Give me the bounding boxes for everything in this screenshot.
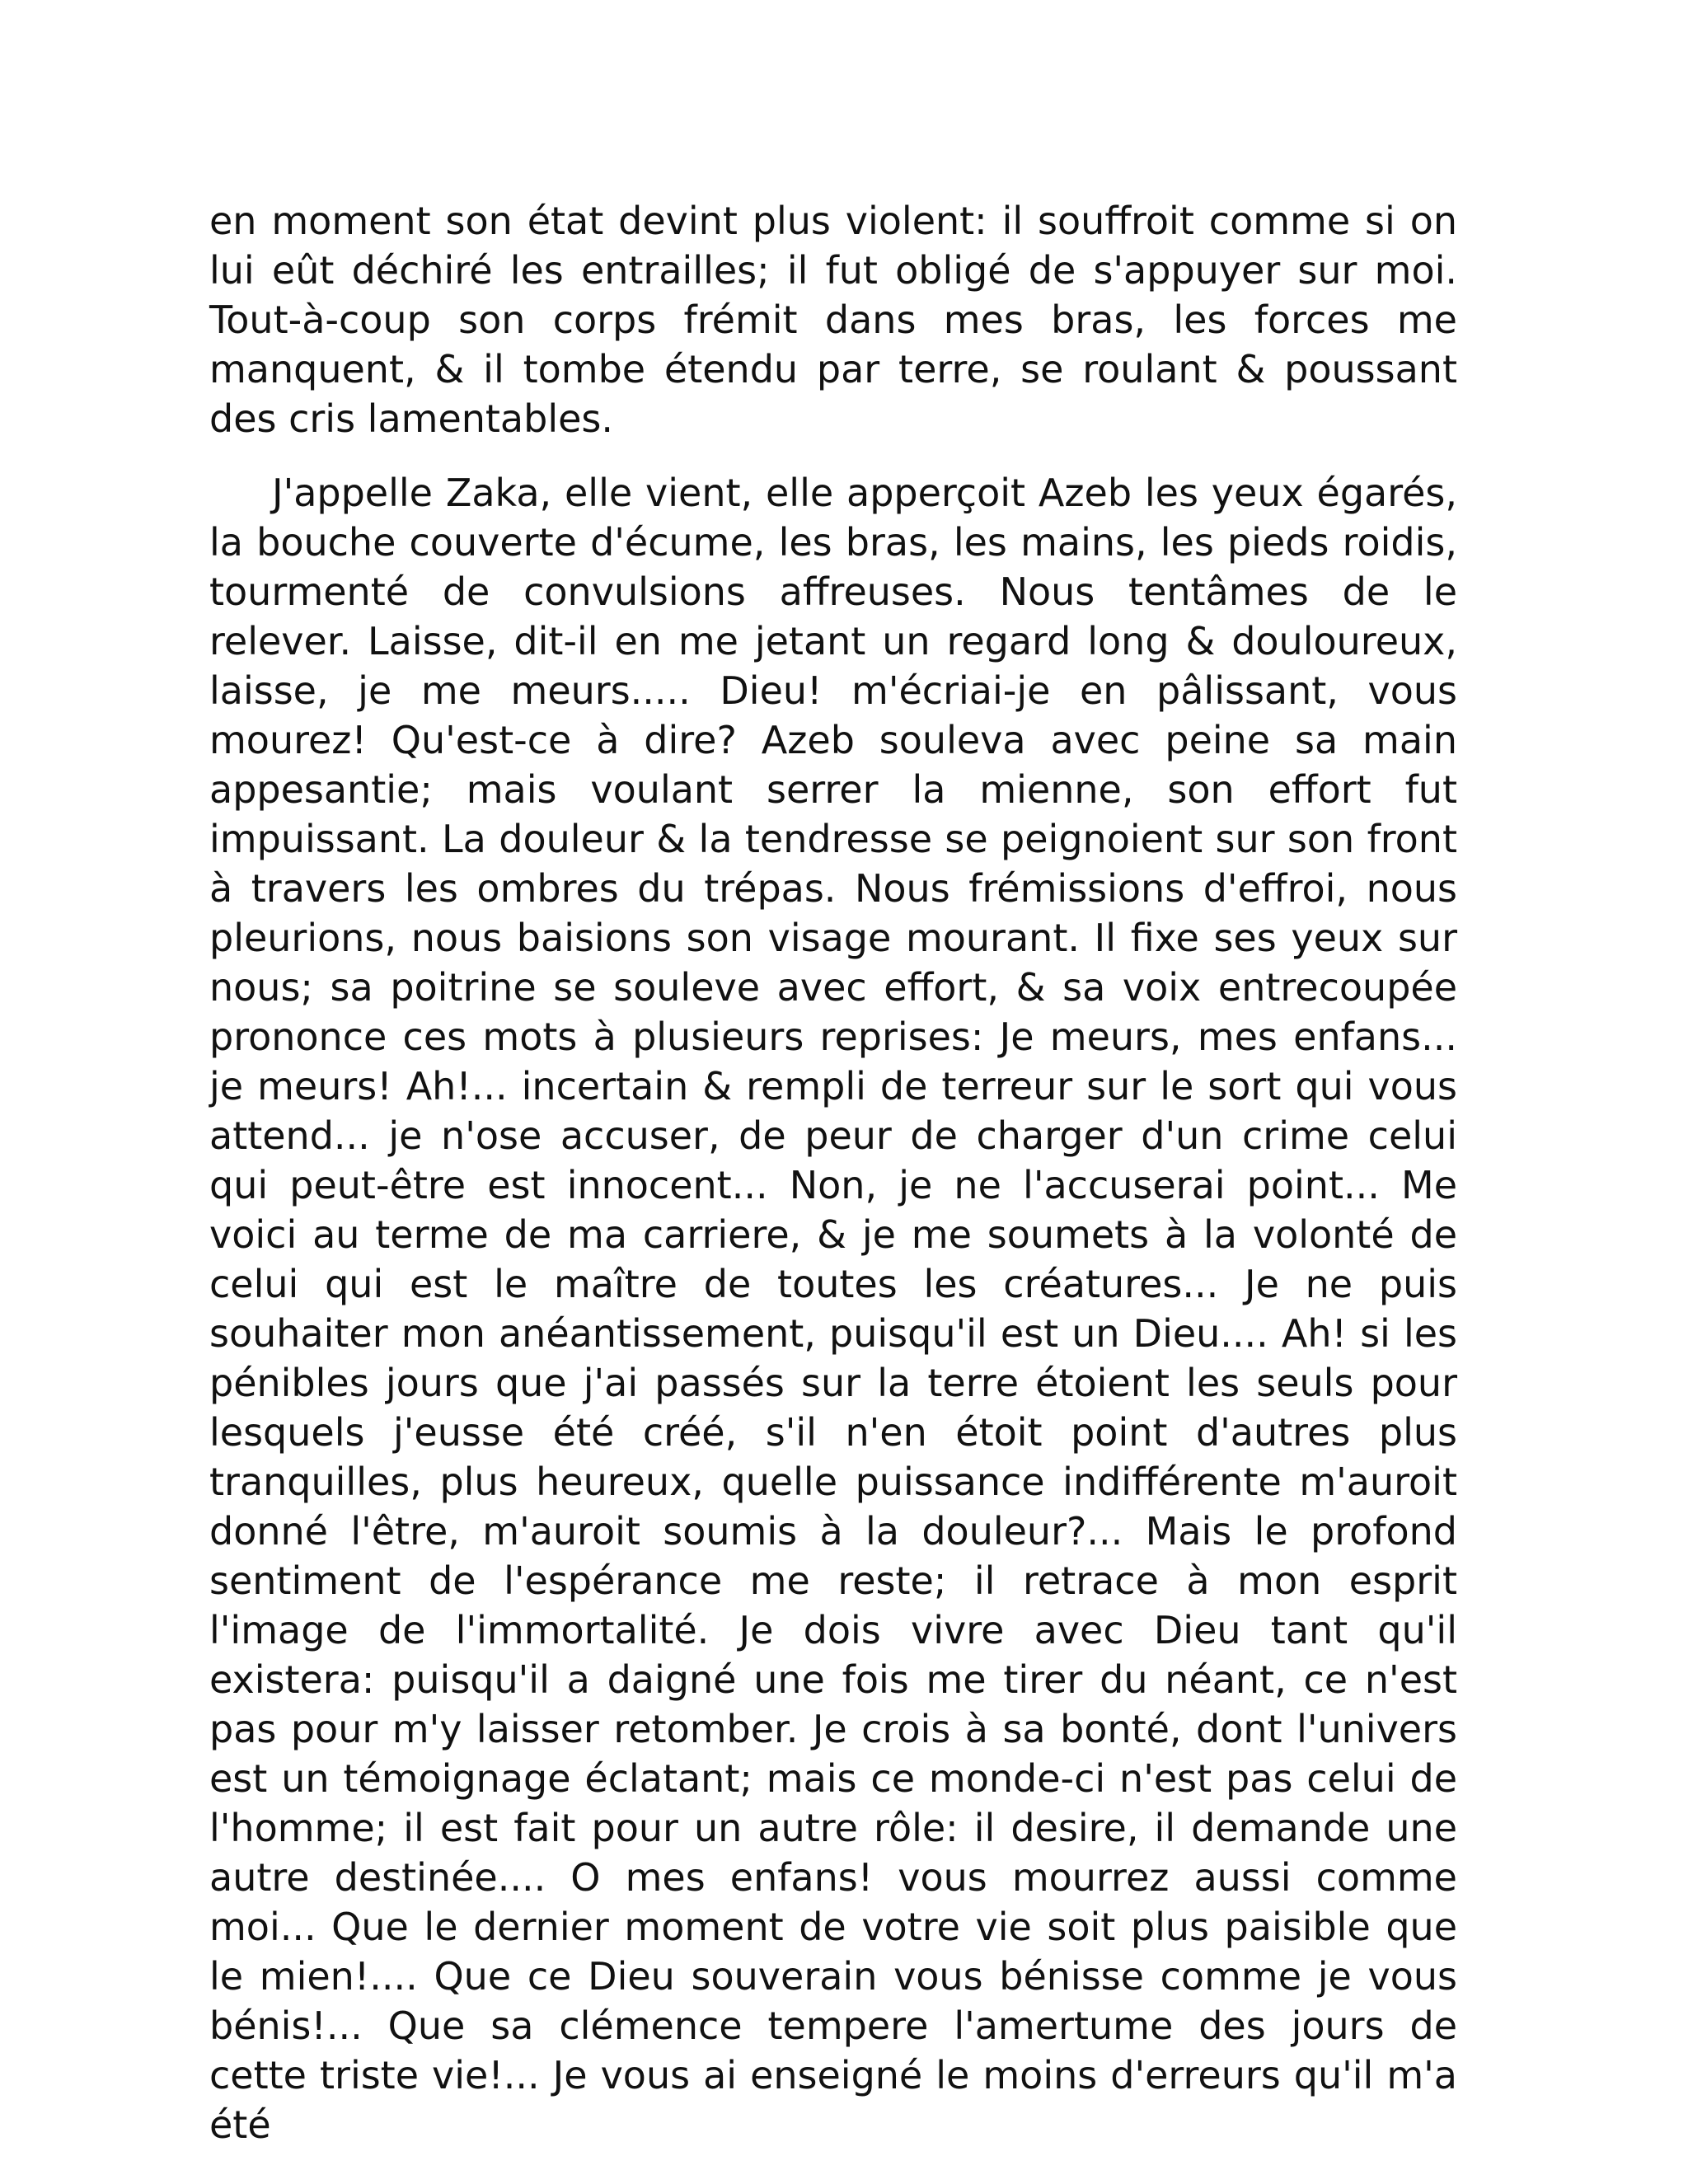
paragraph-2: J'appelle Zaka, elle vient, elle apperçoit Azeb les yeux égarés, la bouche couverte d'écume, les bras, les mains, les pieds roidis, tourmenté de convulsions affreuses. Nous tentâmes de le relever. Laisse, dit-il en me jetant un regard long & douloureux, laisse, je me meurs..... Dieu! m'écriai-je en pâlissant, vous mourez! Qu'est-ce à dire? Azeb souleva avec peine sa main appesantie; mais voulant serrer la mienne, son effort fut impuissant. La douleur & la tendresse se peignoient sur son front à travers les ombres du trépas. Nous frémissions d'effroi, nous pleurions, nous baisions son visage mourant. Il fixe ses yeux sur nous; sa poitrine se souleve avec effort, & sa voix entrecoupée prononce ces mots à plusieurs reprises: Je meurs, mes enfans... je meurs! Ah!... incertain & rempli de terreur sur le sort qui vous attend... je n'ose accuser, de peur de charger d'un crime celui qui peut-être est innocent... Non, je ne l'accuserai point... Me voici au terme de ma carriere, & je me soumets à la volonté de celui qui est le maître de toutes les créatures... Je ne puis souhaiter mon anéantissement, puisqu'il est un Dieu.... Ah! si les pénibles jours que j'ai passés sur la terre étoient les seuls pour lesquels j'eusse été créé, s'il n'en étoit point d'autres plus tranquilles, plus heureux, quelle puissance indifférente m'auroit donné l'être, m'auroit soumis à la douleur?... Mais le profond sentiment de l'espérance me reste; il retrace à mon esprit l'image de l'immortalité. Je dois vivre avec Dieu tant qu'il existera: puisqu'il a daigné une fois me tirer du néant, ce n'est pas pour m'y laisser retomber. Je crois à sa bonté, dont l'univers est un témoignage éclatant; mais ce monde-ci n'est pas celui de l'homme; il est fait pour un autre rôle: il desire, il demande une autre destinée.... O mes enfans! vous mourrez aussi comme moi... Que le dernier moment de votre vie soit plus paisible que le mien!.... Que ce Dieu souverain vous bénisse comme je vous bénis!... Que sa clémence tempere l'amertume des jours de cette triste vie!... Je vous ai enseigné le moins d'erreurs qu'il m'a été xyxy=(209,471,1457,2147)
paragraph-1: en moment son état devint plus violent: il souffroit comme si on lui eût déchiré les entrailles; il fut obligé de s'appuyer sur moi. Tout-à-coup son corps frémit dans mes bras, les forces me manquent, & il tombe étendu par terre, se roulant & poussant des cris lamentables. xyxy=(209,199,1457,441)
page-body xyxy=(209,196,1457,2149)
